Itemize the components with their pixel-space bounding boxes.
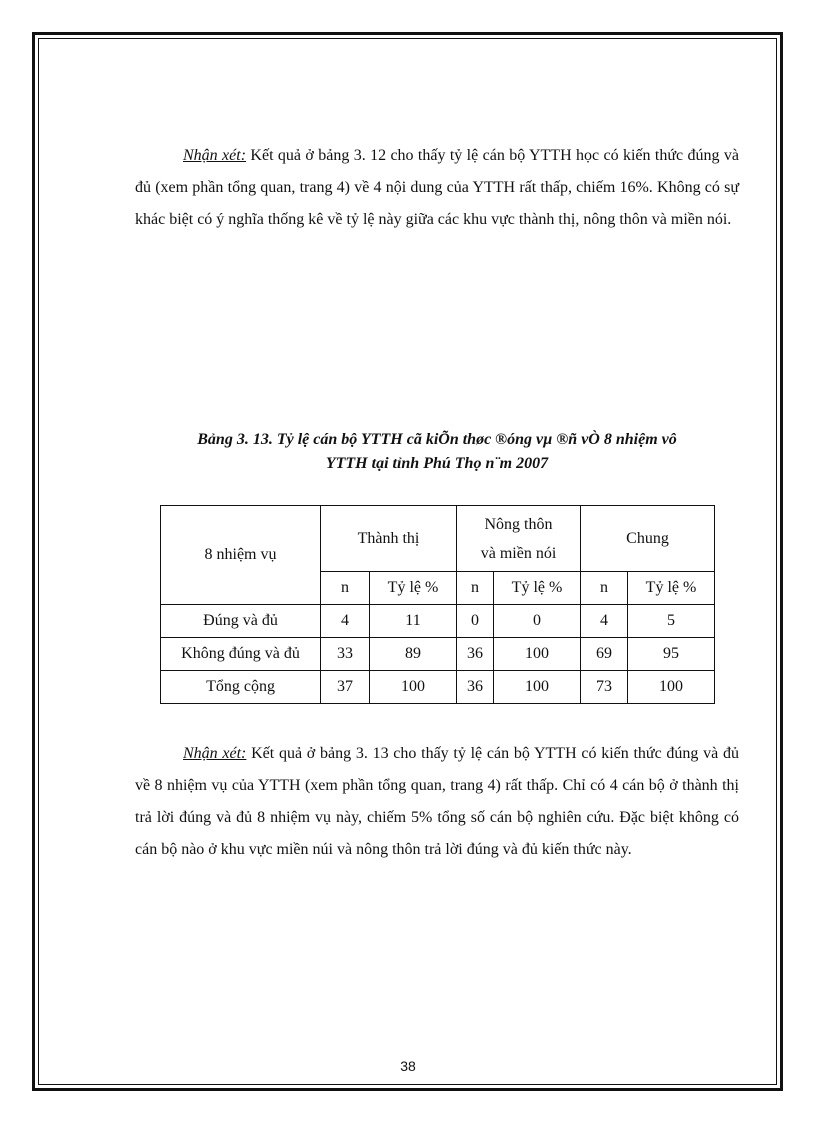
table-row bbox=[161, 638, 715, 671]
header-cell: 8 nhiệm vụ bbox=[161, 506, 321, 605]
subheader-cell: Tỷ lệ % bbox=[370, 572, 457, 605]
table-cell: 36 bbox=[457, 638, 494, 671]
table-row bbox=[161, 605, 715, 638]
header-cell bbox=[457, 506, 581, 572]
subheader-cell: n bbox=[581, 572, 628, 605]
subheader-cell: n bbox=[457, 572, 494, 605]
table-cell: 4 bbox=[581, 605, 628, 638]
table-caption-line-1: Bảng 3. 13. Tỷ lệ cán bộ YTTH cã kiÕn thøc ®óng vµ ®ñ vÒ 8 nhiệm vô bbox=[197, 431, 677, 448]
table-cell: 95 bbox=[628, 638, 715, 671]
subheader-cell: Tỷ lệ % bbox=[628, 572, 715, 605]
table-cell: 4 bbox=[321, 605, 370, 638]
row-label: Tổng cộng bbox=[161, 671, 321, 704]
subheader-cell: n bbox=[321, 572, 370, 605]
table-cell: 33 bbox=[321, 638, 370, 671]
header-line: Nông thôn bbox=[484, 515, 553, 533]
table-cell: 69 bbox=[581, 638, 628, 671]
table-cell: 0 bbox=[494, 605, 581, 638]
header-line: và miền nói bbox=[480, 544, 557, 562]
subheader-cell: Tỷ lệ % bbox=[494, 572, 581, 605]
table-caption-line-2: YTTH tại tỉnh Phú Thọ n¨m 2007 bbox=[325, 455, 549, 472]
table-header-row bbox=[161, 506, 715, 572]
table-cell: 0 bbox=[457, 605, 494, 638]
table-cell: 100 bbox=[494, 638, 581, 671]
data-table bbox=[160, 505, 715, 704]
table-cell: 100 bbox=[628, 671, 715, 704]
row-label: Không đúng và đủ bbox=[161, 638, 321, 671]
paragraph-remark-1 bbox=[135, 140, 739, 236]
table-cell: 100 bbox=[494, 671, 581, 704]
table-cell: 73 bbox=[581, 671, 628, 704]
paragraph-remark-2 bbox=[135, 738, 739, 866]
table-cell: 89 bbox=[370, 638, 457, 671]
header-cell: Thành thị bbox=[321, 506, 457, 572]
table-cell: 37 bbox=[321, 671, 370, 704]
table-caption bbox=[135, 428, 739, 476]
row-label: Đúng và đủ bbox=[161, 605, 321, 638]
page-number: 38 bbox=[400, 1058, 416, 1074]
remark-text: Kết quả ở bảng 3. 13 cho thấy tỷ lệ cán bộ YTTH có kiến thức đúng và đủ về 8 nhiệm vụ của YTTH (xem phần tổng quan, trang 4) rất thấp. Chỉ có 4 cán bộ ở thành thị trả lời đúng và đủ 8 nhiệm vụ này, chiếm 5% tổng số cán bộ nghiên cứu. Đặc biệt không có cán bộ nào ở khu vực miền núi và nông thôn trả lời đúng và đủ kiến thức này. bbox=[135, 745, 739, 858]
header-cell: Chung bbox=[581, 506, 715, 572]
table-cell: 5 bbox=[628, 605, 715, 638]
remark-label: Nhận xét: bbox=[183, 745, 247, 762]
table-cell: 11 bbox=[370, 605, 457, 638]
remark-text: Kết quả ở bảng 3. 12 cho thấy tỷ lệ cán bộ YTTH học có kiến thức đúng và đủ (xem phần tổng quan, trang 4) về 4 nội dung của YTTH rất thấp, chiếm 16%. Không có sự khác biệt có ý nghĩa thống kê về tỷ lệ này giữa các khu vực thành thị, nông thôn và miền nói. bbox=[135, 147, 739, 228]
table-row bbox=[161, 671, 715, 704]
remark-label: Nhận xét: bbox=[183, 147, 247, 164]
table-cell: 100 bbox=[370, 671, 457, 704]
table-cell: 36 bbox=[457, 671, 494, 704]
